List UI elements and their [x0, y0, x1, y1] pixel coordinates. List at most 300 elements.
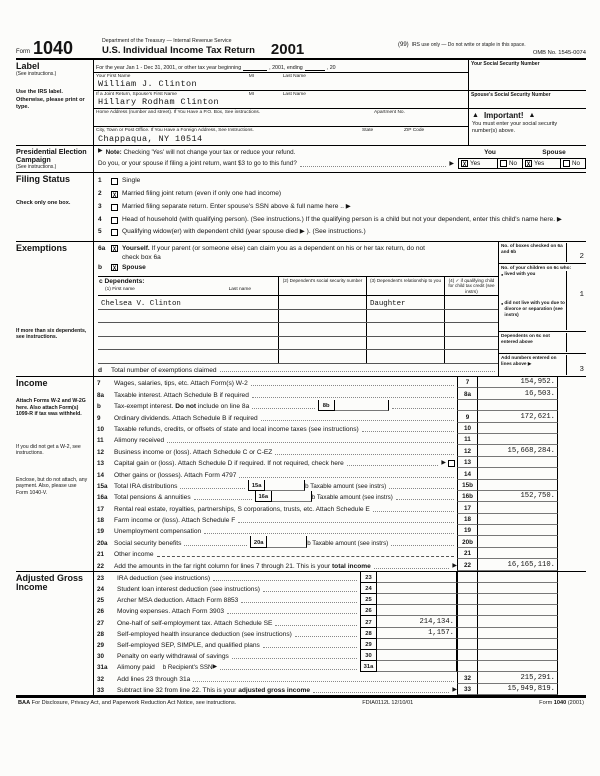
dotted-leader	[261, 420, 454, 421]
mid-amount-field[interactable]	[265, 480, 305, 491]
city-state-zip-field[interactable]	[94, 127, 468, 145]
line-desc: Ordinary dividends. Attach Schedule B if required	[114, 414, 258, 422]
dependent-relationship-col-label: (3) Dependent's relationship to you	[366, 277, 444, 296]
baa-label: BAA	[18, 699, 31, 706]
income-line-20	[97, 536, 558, 547]
city-label: City, Town or Post Office. If You Have a Foreign Address, See Instructions.	[96, 128, 254, 133]
tax-year-prefix: For the year Jan 1 - Dec 31, 2001, or other tax year beginning	[96, 65, 242, 71]
you-yes-cell[interactable]	[459, 159, 497, 168]
line-ref: 18	[457, 514, 478, 525]
dependent-row-empty	[98, 323, 498, 337]
dependent-relationship-cell[interactable]	[366, 337, 444, 350]
line-ref	[457, 639, 478, 650]
boxes-checked-block	[499, 242, 586, 264]
mid-amount-field[interactable]	[272, 491, 312, 502]
spouse-yes-checkbox[interactable]: X	[526, 161, 531, 168]
dependent-relationship-cell[interactable]	[366, 323, 444, 336]
form-header	[16, 38, 586, 60]
yes-label: Yes	[534, 160, 545, 167]
dependents-table	[98, 276, 498, 364]
amount-field[interactable]	[478, 457, 558, 468]
dependent-qualifying-cell[interactable]	[444, 310, 498, 323]
income-line-10	[97, 423, 558, 434]
line-desc: Add the amounts in the far right column for lines 7 through 21. This is your	[114, 562, 332, 570]
taxable-amount-label: b Taxable amount (see instrs)	[305, 482, 387, 490]
children-label: No. of your children on 6c who:	[501, 265, 572, 271]
city-value[interactable]: Chappaqua, NY 10514	[98, 134, 203, 144]
line-desc: Total pensions & annuities	[114, 494, 191, 502]
line-number: 1	[98, 176, 102, 184]
spouse-first-name-label: If a Joint Return, Spouse's First Name	[96, 92, 177, 97]
dependent-ssn-col-label: (2) Dependent's social security number	[278, 277, 366, 296]
line-number: 19	[97, 528, 105, 536]
amount-field[interactable]: 154,952.	[478, 377, 558, 388]
mid-ref: 16a	[255, 491, 272, 502]
line-ref: 11	[457, 434, 478, 445]
line-ref: 22	[457, 559, 478, 570]
arrow-right-icon: ▶	[212, 664, 218, 671]
check-one-box-note: Check only one box.	[16, 200, 71, 207]
line-ref: 15b	[457, 480, 478, 491]
amount-field[interactable]: 16,503.	[478, 388, 558, 399]
amount-field[interactable]	[478, 628, 558, 639]
line-number: 16a	[97, 494, 108, 502]
spouse-header: Spouse	[542, 149, 566, 156]
dotted-leader	[220, 371, 495, 372]
dependent-relationship-cell[interactable]: Daughter	[366, 296, 444, 309]
amount-field[interactable]	[478, 639, 558, 650]
dependent-relationship-cell[interactable]	[366, 350, 444, 363]
line-ref: 13	[457, 457, 478, 468]
line-desc: Rental real estate, royalties, partnerships, S corporations, trusts, etc. Attach Schedule E	[114, 505, 370, 513]
agi-line-24	[97, 583, 558, 594]
line-number: 18	[97, 517, 105, 525]
your-ssn-box[interactable]: Your Social Security Number	[469, 60, 586, 91]
first-name-label: Your First Name	[96, 74, 131, 79]
line-ref: 16b	[457, 491, 478, 502]
dependent-qualifying-cell[interactable]	[444, 296, 498, 309]
amount-field[interactable]	[478, 468, 558, 479]
agi-lines	[94, 572, 558, 695]
line-number: 32	[97, 675, 105, 683]
mi-label: MI	[248, 92, 255, 97]
amount-field[interactable]: 172,621.	[478, 411, 558, 422]
filing-status-title: Filing Status	[16, 173, 70, 184]
yourself-text: If your parent (or someone else) can claim you as a dependent on his or her tax return, do not check box 6a	[122, 245, 425, 261]
filing-status-sidebar	[16, 173, 94, 241]
exemptions-rail	[498, 242, 586, 376]
dotted-leader	[374, 568, 450, 569]
baa-notice	[18, 700, 236, 706]
filing-status-main	[94, 173, 586, 241]
dotted-leader	[251, 385, 454, 386]
dotted-leader	[220, 669, 357, 670]
dependents-header	[98, 277, 498, 297]
boxes-checked-value[interactable]: 2	[566, 243, 586, 262]
mid-ref: 29	[360, 639, 377, 650]
dependent-ssn-cell[interactable]	[278, 310, 366, 323]
filing-line-3	[98, 203, 586, 212]
presidential-main	[94, 146, 586, 172]
single-checkbox[interactable]	[111, 178, 118, 185]
amount-field[interactable]: 152,750.	[478, 491, 558, 502]
exemptions-main	[94, 242, 586, 376]
name-address-fields	[94, 60, 468, 145]
dotted-leader	[252, 408, 314, 409]
income-lines	[94, 377, 558, 571]
label-note: (See instructions.)	[16, 71, 57, 78]
last-name-label: Last Name	[282, 74, 306, 79]
income-line-8b	[97, 400, 558, 411]
dotted-leader	[389, 488, 454, 489]
important-box	[469, 109, 586, 145]
six-dependents-note: If more than six dependents, see instructions.	[16, 327, 87, 341]
agi-line-29	[97, 639, 558, 650]
qualifying-child-col-label: (4) ✓ if qualifying child for child tax credit (see instrs)	[444, 277, 498, 296]
did-not-live-value[interactable]	[566, 300, 586, 330]
income-line-21	[97, 548, 558, 559]
line-number: 22	[97, 562, 105, 570]
dependent-qualifying-cell[interactable]	[444, 337, 498, 350]
amount-field[interactable]	[478, 480, 558, 491]
line-desc: Taxable refunds, credits, or offsets of state and local income taxes (see instructions)	[114, 425, 359, 433]
dependent-row-empty	[98, 310, 498, 324]
dependent-name-cell[interactable]	[98, 323, 278, 336]
spouse-no-checkbox[interactable]	[563, 160, 570, 167]
home-address-field[interactable]	[94, 109, 468, 127]
income-line-11	[97, 434, 558, 445]
line-ref	[457, 583, 478, 594]
dependent-name-cell[interactable]	[98, 310, 278, 323]
line-number: 25	[97, 597, 105, 605]
amount-field[interactable]	[478, 572, 558, 583]
mid-ref: 15a	[248, 480, 265, 491]
line-text: Single	[122, 176, 141, 184]
line-desc: Student loan interest deduction (see instructions)	[117, 586, 260, 593]
line-number: 13	[97, 460, 105, 468]
form-word: Form	[539, 699, 553, 706]
important-text: You must enter your social security number(s) above.	[472, 121, 558, 134]
dotted-leader	[263, 647, 357, 648]
mid-amount-field[interactable]: 214,134.	[377, 616, 457, 627]
amount-field[interactable]	[478, 434, 558, 445]
mid-amount-field[interactable]	[377, 650, 457, 661]
amount-field[interactable]	[478, 536, 558, 547]
dotted-leader	[184, 545, 247, 546]
amount-field[interactable]	[478, 594, 558, 605]
dotted-leader	[275, 454, 454, 455]
dependents-not-entered-label: Dependents on 6c not entered above	[501, 332, 550, 344]
income-line-12	[97, 445, 558, 456]
line-number: 15a	[97, 482, 108, 490]
agi-sidebar	[16, 572, 94, 695]
presidential-note: (See instructions.)	[16, 163, 57, 170]
mi-label: MI	[248, 74, 255, 79]
dotted-leader	[300, 166, 447, 167]
line-number: 4	[98, 215, 102, 223]
exemptions-section	[16, 242, 586, 377]
line-ref: 12	[457, 445, 478, 456]
dotted-leader	[239, 477, 454, 478]
yourself-checkbox[interactable]: X	[112, 246, 117, 254]
line-ref: 9	[457, 411, 478, 422]
exemptions-title: Exemptions	[16, 243, 68, 254]
dependent-qualifying-cell[interactable]	[444, 350, 498, 363]
income-line-14	[97, 468, 558, 479]
line-desc: Alimony paid	[117, 664, 155, 672]
dependent-relationship-cell[interactable]	[366, 310, 444, 323]
dotted-leader	[241, 602, 357, 603]
income-line-15	[97, 480, 558, 491]
agi-line-30	[97, 650, 558, 661]
line-number: 30	[97, 653, 105, 661]
dependent-name-cell[interactable]: Chelsea V. Clinton	[101, 299, 181, 308]
line-number: 10	[97, 425, 105, 433]
boxes-checked-label: No. of boxes checked on 6a and 6b	[501, 243, 563, 254]
schedule-d-not-required-checkbox[interactable]	[448, 460, 455, 467]
your-name-field[interactable]	[94, 73, 468, 91]
amount-field[interactable]	[478, 661, 558, 672]
ssn-column	[468, 60, 586, 145]
you-header: You	[484, 149, 496, 156]
dependent-name-cell[interactable]	[98, 350, 278, 363]
line-desc: Social security benefits	[114, 539, 182, 547]
dotted-leader	[313, 692, 449, 693]
line-desc: Other income	[114, 551, 154, 559]
line-number: 14	[97, 471, 105, 479]
you-no-cell[interactable]	[497, 159, 522, 168]
first-name-col-label: (1) First name	[105, 286, 135, 292]
fund-answer-cells	[458, 158, 586, 169]
presidential-sidebar	[16, 146, 94, 172]
head-household-checkbox[interactable]	[111, 217, 118, 224]
line-desc: One-half of self-employment tax. Attach Schedule SE	[117, 619, 273, 627]
arrow-right-icon: ▶	[441, 460, 446, 467]
last-name-col-label: Last name	[228, 286, 251, 292]
mid-ref: 8b	[318, 400, 335, 411]
married-separate-checkbox[interactable]	[111, 204, 118, 211]
amount-field[interactable]	[478, 583, 558, 594]
line-number: 3	[98, 202, 102, 210]
dependents-not-entered-block	[499, 332, 586, 354]
spouse-yes-cell[interactable]	[522, 159, 560, 168]
baa-text: For Disclosure, Privacy Act, and Paperwork Reduction Act Notice, see instructions.	[30, 699, 237, 706]
last-name-label: Last Name	[282, 92, 306, 97]
fund-question: Do you, or your spouse if filing a joint return, want $3 to go to this fund?	[98, 160, 297, 167]
dependent-row-empty	[98, 337, 498, 351]
mid-amount-field[interactable]	[377, 583, 457, 594]
income-line-18	[97, 514, 558, 525]
enclose-payment-note: Enclose, but do not attach, any payment. Also, please use Form 1040-V.	[16, 476, 88, 496]
note-bold: Note:	[105, 149, 122, 156]
line-ref	[457, 628, 478, 639]
agi-line-28	[97, 628, 558, 639]
amount-field[interactable]	[478, 650, 558, 661]
tax-year-end-blank[interactable]	[305, 66, 325, 71]
line-desc: Moving expenses. Attach Form 3903	[117, 608, 225, 616]
form-number: 1040	[33, 37, 74, 58]
mid-ref: 23	[360, 572, 377, 583]
line-ref	[457, 616, 478, 627]
amount-field[interactable]: 215,291.	[478, 672, 558, 683]
yes-label: Yes	[470, 160, 481, 167]
line-number: 7	[97, 380, 101, 388]
line-number: b	[98, 264, 103, 272]
form-number: 1040	[553, 699, 567, 706]
amount-field[interactable]	[478, 502, 558, 513]
line-number: 17	[97, 505, 105, 513]
recipient-ssn-label: b Recipient's SSN	[162, 664, 213, 672]
dotted-leader	[347, 465, 439, 466]
amount-field[interactable]: 15,949,819.	[478, 684, 558, 695]
did-not-live-label: did not live with you due to divorce or separation (see instrs)	[504, 300, 565, 317]
filing-status-section	[16, 173, 586, 242]
amount-field[interactable]	[478, 525, 558, 536]
amount-field[interactable]: 15,668,284.	[478, 445, 558, 456]
line-number: 20a	[97, 539, 108, 547]
amount-field[interactable]	[478, 400, 558, 411]
tax-year: 2001	[270, 41, 305, 58]
your-name-value[interactable]: William J. Clinton	[98, 79, 198, 89]
apartment-label: Apartment No.	[374, 110, 405, 115]
mid-amount-field[interactable]	[377, 594, 457, 605]
agi-line-27	[97, 616, 558, 627]
income-sidebar	[16, 377, 94, 571]
dotted-leader	[252, 397, 454, 398]
line-number: 8a	[97, 391, 105, 399]
line-desc: Taxable interest. Attach Schedule B if required	[114, 391, 249, 399]
dotted-leader	[396, 499, 454, 500]
presidential-title: Presidential Election Campaign	[16, 147, 87, 164]
qualifying-widow-checkbox[interactable]	[111, 229, 118, 236]
dependent-ssn-cell[interactable]	[278, 350, 366, 363]
spouse-ssn-box[interactable]: Spouse's Social Security Number	[469, 91, 586, 109]
spouse-no-cell[interactable]	[560, 159, 585, 168]
lived-with-label: lived with you	[504, 270, 536, 276]
filing-line-5	[98, 228, 586, 237]
omb-number: OMB No. 1545-0074	[532, 50, 586, 56]
spouse-name-field[interactable]	[94, 91, 468, 109]
you-no-checkbox[interactable]	[500, 160, 507, 167]
form-number-block	[16, 37, 102, 58]
amount-field[interactable]	[478, 423, 558, 434]
amount-field[interactable]	[478, 616, 558, 627]
mid-ref: 20a	[250, 536, 267, 547]
line-number: 26	[97, 608, 105, 616]
write-in-blank[interactable]	[157, 556, 454, 557]
dependent-ssn-cell[interactable]	[278, 296, 366, 309]
line-ref	[457, 400, 478, 411]
line-number: d	[98, 366, 103, 374]
department-line: Department of the Treasury — Internal Revenue Service	[102, 38, 232, 44]
amount-field[interactable]: 16,165,110.	[478, 559, 558, 570]
header-right-block	[398, 42, 586, 56]
line-desc: Total IRA distributions	[114, 482, 178, 490]
line-ref	[457, 661, 478, 672]
form-title-block	[102, 38, 398, 56]
line-desc-bold: total income	[331, 562, 371, 570]
line-desc: Self-employed SEP, SIMPLE, and qualified plans	[117, 641, 260, 649]
mid-amount-field[interactable]	[335, 400, 389, 411]
exemptions-sidebar	[16, 242, 94, 376]
line-number: 9	[97, 414, 101, 422]
dependent-name-cell[interactable]	[98, 337, 278, 350]
dotted-leader	[275, 625, 357, 626]
dependents-not-entered-value[interactable]	[566, 333, 586, 352]
line-number: b	[97, 403, 101, 411]
line-ref	[457, 572, 478, 583]
married-joint-checkbox[interactable]: X	[112, 191, 117, 199]
line-desc: Archer MSA deduction. Attach Form 8853	[117, 597, 239, 605]
arrow-right-icon: ▶	[452, 562, 457, 569]
amount-field[interactable]	[478, 605, 558, 616]
dotted-leader	[180, 488, 245, 489]
tax-year-begin-blank[interactable]	[243, 66, 267, 71]
dotted-leader	[227, 613, 357, 614]
line-text: Qualifying widow(er) with dependent child (year spouse died ▶ ). (See instructions.)	[122, 228, 366, 236]
doc-code: FDIA0112L 12/10/01	[362, 699, 414, 706]
you-yes-checkbox[interactable]: X	[462, 161, 467, 168]
warning-triangle-icon: ▲	[472, 112, 479, 119]
form-title: U.S. Individual Income Tax Return	[102, 45, 255, 56]
mid-amount-field[interactable]	[377, 639, 457, 650]
line-number: 11	[97, 437, 104, 445]
agi-line-33	[97, 684, 558, 695]
bullet-icon: ●	[501, 271, 504, 277]
line-ref: 7	[457, 377, 478, 388]
line-ref: 17	[457, 502, 478, 513]
spouse-name-value[interactable]: Hillary Rodham Clinton	[98, 97, 220, 107]
line-number: 27	[97, 619, 105, 627]
dependents-label: c Dependents:	[99, 277, 145, 285]
amount-field[interactable]	[478, 514, 558, 525]
mid-amount-field[interactable]	[377, 661, 457, 672]
dependent-qualifying-cell[interactable]	[444, 323, 498, 336]
line-desc: Add lines 23 through 31a	[117, 675, 191, 683]
no-label: No	[509, 160, 518, 167]
income-line-13	[97, 457, 558, 468]
line-desc: include on line 8a	[196, 403, 250, 411]
use-irs-label-note: Use the IRS label. Otherwise, please print or type.	[16, 89, 85, 110]
income-line-9	[97, 411, 558, 422]
dotted-leader	[204, 533, 454, 534]
form-footer-id	[539, 700, 584, 706]
no-label: No	[572, 160, 581, 167]
taxable-amount-label: b Taxable amount (see instrs)	[311, 494, 393, 502]
dependent-row	[98, 296, 498, 310]
spouse-exemption-checkbox[interactable]: X	[112, 265, 117, 273]
dotted-leader	[391, 545, 454, 546]
tax-year-suffix: , 20	[326, 65, 336, 71]
total-exemptions-value[interactable]: 3	[566, 355, 586, 375]
dependent-ssn-cell[interactable]	[278, 337, 366, 350]
lived-with-value[interactable]: 1	[566, 271, 586, 301]
mid-amount-field[interactable]	[377, 572, 457, 583]
mid-ref: 26	[360, 605, 377, 616]
income-line-16	[97, 491, 558, 502]
dotted-leader	[167, 442, 454, 443]
mid-amount-field[interactable]	[267, 536, 307, 547]
amount-field[interactable]	[478, 548, 558, 559]
filing-line-1	[98, 177, 586, 186]
mid-amount-field[interactable]: 1,157.	[377, 628, 457, 639]
agi-line-31a	[97, 661, 558, 672]
mid-amount-field[interactable]	[377, 605, 457, 616]
dependent-ssn-cell[interactable]	[278, 323, 366, 336]
tax-year-ending: , 2001, ending	[269, 65, 303, 71]
agi-line-25	[97, 594, 558, 605]
income-line-7	[97, 377, 558, 388]
